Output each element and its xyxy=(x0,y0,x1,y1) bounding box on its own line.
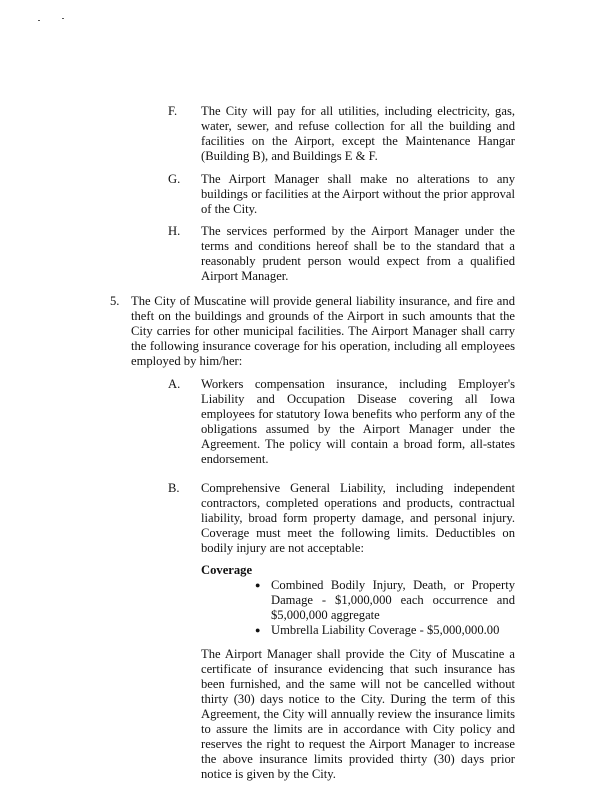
item-b-text: Comprehensive General Liability, including independent contractors, completed operations and products, contractual liability, broad form property damage, and personal injury. Coverage must meet the following limits. Deductibles on bodily injury are not acceptable: xyxy=(201,481,515,555)
item-b-label: B. xyxy=(168,481,180,495)
coverage-bullet-2: Umbrella Liability Coverage - $5,000,000.00 xyxy=(271,623,500,637)
item-a xyxy=(168,377,515,467)
item-h xyxy=(168,224,515,284)
coverage-heading: Coverage xyxy=(201,563,253,577)
certificate-paragraph: The Airport Manager shall provide the City of Muscatine a certificate of insurance evidencing that such insurance has been furnished, and the same will not be cancelled without thirty (30) days notice to the City. During the term of this Agreement, the City will annually review the insurance limits to assure the limits are in accordance with City policy and reserves the right to request the Airport Manager to increase the above insurance limits provided thirty (30) days prior notice is given by the City. xyxy=(201,647,515,781)
item-a-text: Workers compensation insurance, including Employer's Liability and Occupation Disease covering all Iowa employees for statutory Iowa benefits who perform any of the obligations assumed by the Airport Manager under the Agreement. The policy will contain a broad form, all-states endorsement. xyxy=(201,377,515,466)
item-h-label: H. xyxy=(168,224,181,238)
section-5 xyxy=(110,294,515,369)
coverage-bullet-1: Combined Bodily Injury, Death, or Property Damage - $1,000,000 each occurrence and $5,000,000 aggregate xyxy=(271,578,515,622)
bullet-icon: ● xyxy=(255,580,261,590)
item-f-text: The City will pay for all utilities, including electricity, gas, water, sewer, and refuse collection for all the building and facilities on the Airport, except the Maintenance Hangar (Building B), and Buildings E & F. xyxy=(201,104,515,163)
item-b xyxy=(168,481,515,556)
item-f xyxy=(168,104,515,164)
item-h-text: The services performed by the Airport Manager under the terms and conditions hereof shall be to the standard that a reasonably prudent person would expect from a qualified Airport Manager. xyxy=(201,224,515,283)
coverage-bullet-item xyxy=(255,623,515,638)
coverage-bullet-item xyxy=(255,578,515,623)
item-g-text: The Airport Manager shall make no alterations to any buildings or facilities at the Airport without the prior approval of the City. xyxy=(201,172,515,216)
item-g xyxy=(168,172,515,217)
section-5-text: The City of Muscatine will provide general liability insurance, and fire and theft on the buildings and grounds of the Airport in such amounts that the City carries for other municipal facilities. The Airport Manager shall carry the following insurance coverage for his operation, including all employees employed by him/her: xyxy=(131,294,515,368)
bullet-icon: ● xyxy=(255,625,261,635)
item-a-label: A. xyxy=(168,377,181,391)
section-5-label: 5. xyxy=(110,294,120,308)
item-g-label: G. xyxy=(168,172,181,186)
item-f-label: F. xyxy=(168,104,178,118)
